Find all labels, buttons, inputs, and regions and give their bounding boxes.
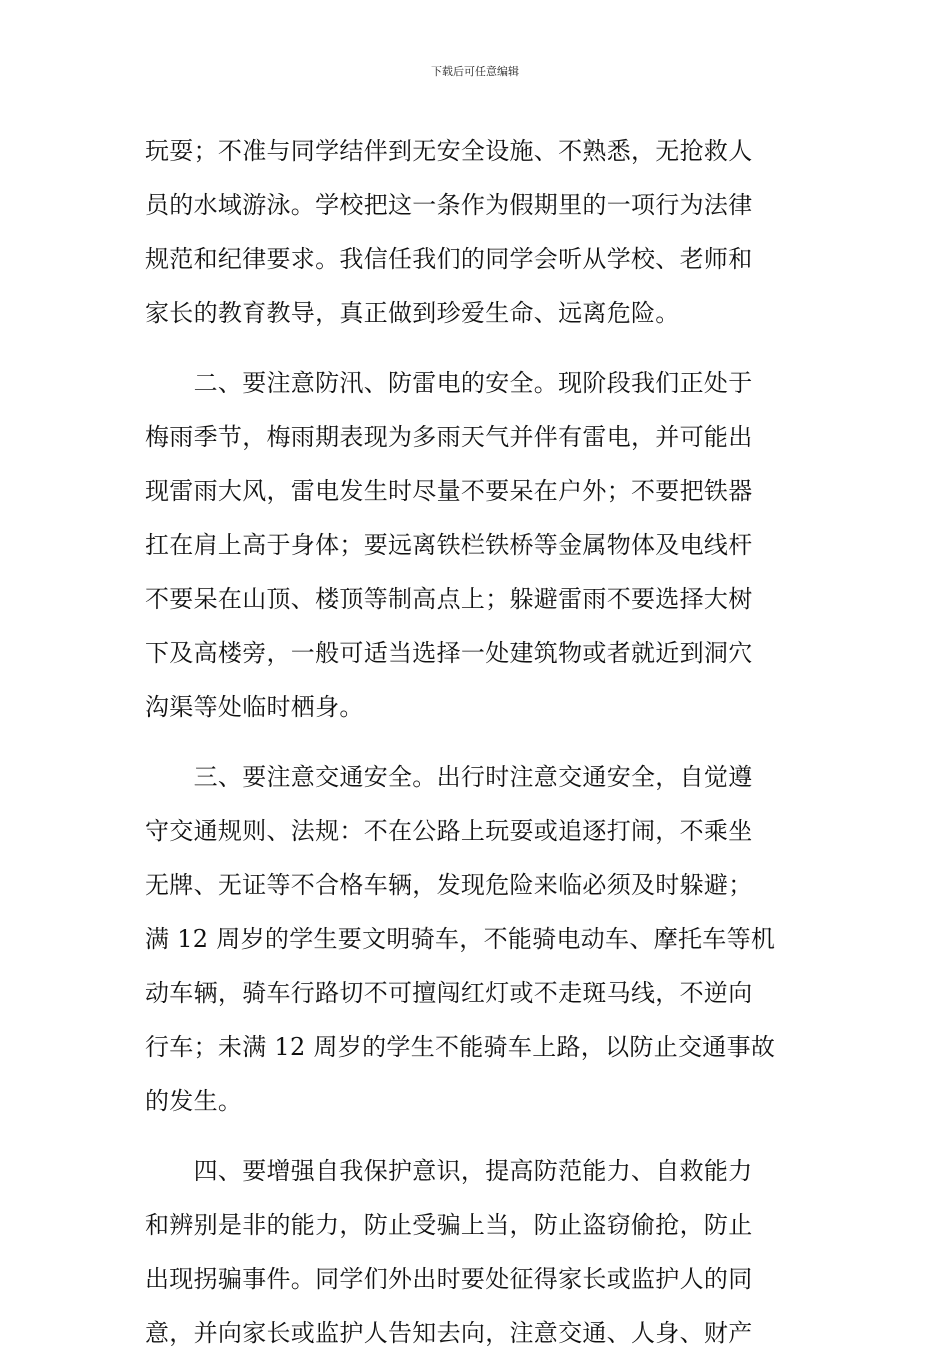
text-line: 意，并向家长或监护人告知去向，注意交通、人身、财产: [145, 1319, 753, 1347]
text-line: 家长的教育教导，真正做到珍爱生命、远离危险。: [145, 299, 680, 327]
paragraph-gap: [145, 734, 811, 750]
text-line: 的发生。: [145, 1087, 243, 1115]
text-line: 玩耍；不准与同学结伴到无安全设施、不熟悉，无抢救人: [145, 137, 753, 165]
text-line: 二、要注意防汛、防雷电的安全。现阶段我们正处于: [145, 369, 753, 397]
page-header: 下载后可任意编辑: [431, 65, 519, 78]
paragraph-gap: [145, 340, 811, 356]
paragraph-gap: [145, 1128, 811, 1144]
text-line: 行车；未满 12 周岁的学生不能骑车上路，以防止交通事故: [145, 1033, 776, 1061]
text-line: 和辨别是非的能力，防止受骗上当，防止盗窃偷抢，防止: [145, 1211, 753, 1239]
text-line: 四、要增强自我保护意识，提高防范能力、自救能力: [145, 1157, 753, 1185]
text-line: 守交通规则、法规：不在公路上玩耍或追逐打闹，不乘坐: [145, 817, 753, 845]
text-line: 满 12 周岁的学生要文明骑车，不能骑电动车、摩托车等机: [145, 925, 776, 953]
text-line: 沟渠等处临时栖身。: [145, 693, 364, 721]
text-line: 不要呆在山顶、楼顶等制高点上；躲避雷雨不要选择大树: [145, 585, 753, 613]
text-line: 规范和纪律要求。我信任我们的同学会听从学校、老师和: [145, 245, 753, 273]
text-line: 梅雨季节，梅雨期表现为多雨天气并伴有雷电，并可能出: [145, 423, 753, 451]
text-line: 无牌、无证等不合格车辆，发现危险来临必须及时躲避；: [145, 871, 753, 899]
text-line: 出现拐骗事件。同学们外出时要处征得家长或监护人的同: [145, 1265, 753, 1293]
text-line: 下及高楼旁，一般可适当选择一处建筑物或者就近到洞穴: [145, 639, 753, 667]
text-line: 三、要注意交通安全。出行时注意交通安全，自觉遵: [145, 763, 753, 791]
text-line: 员的水域游泳。学校把这一条作为假期里的一项行为法律: [145, 191, 753, 219]
text-line: 扛在肩上高于身体；要远离铁栏铁桥等金属物体及电线杆: [145, 531, 753, 559]
document-body: [145, 124, 811, 1360]
text-line: 现雷雨大风，雷电发生时尽量不要呆在户外；不要把铁器: [145, 477, 753, 505]
text-line: 动车辆，骑车行路切不可擅闯红灯或不走斑马线，不逆向: [145, 979, 753, 1007]
